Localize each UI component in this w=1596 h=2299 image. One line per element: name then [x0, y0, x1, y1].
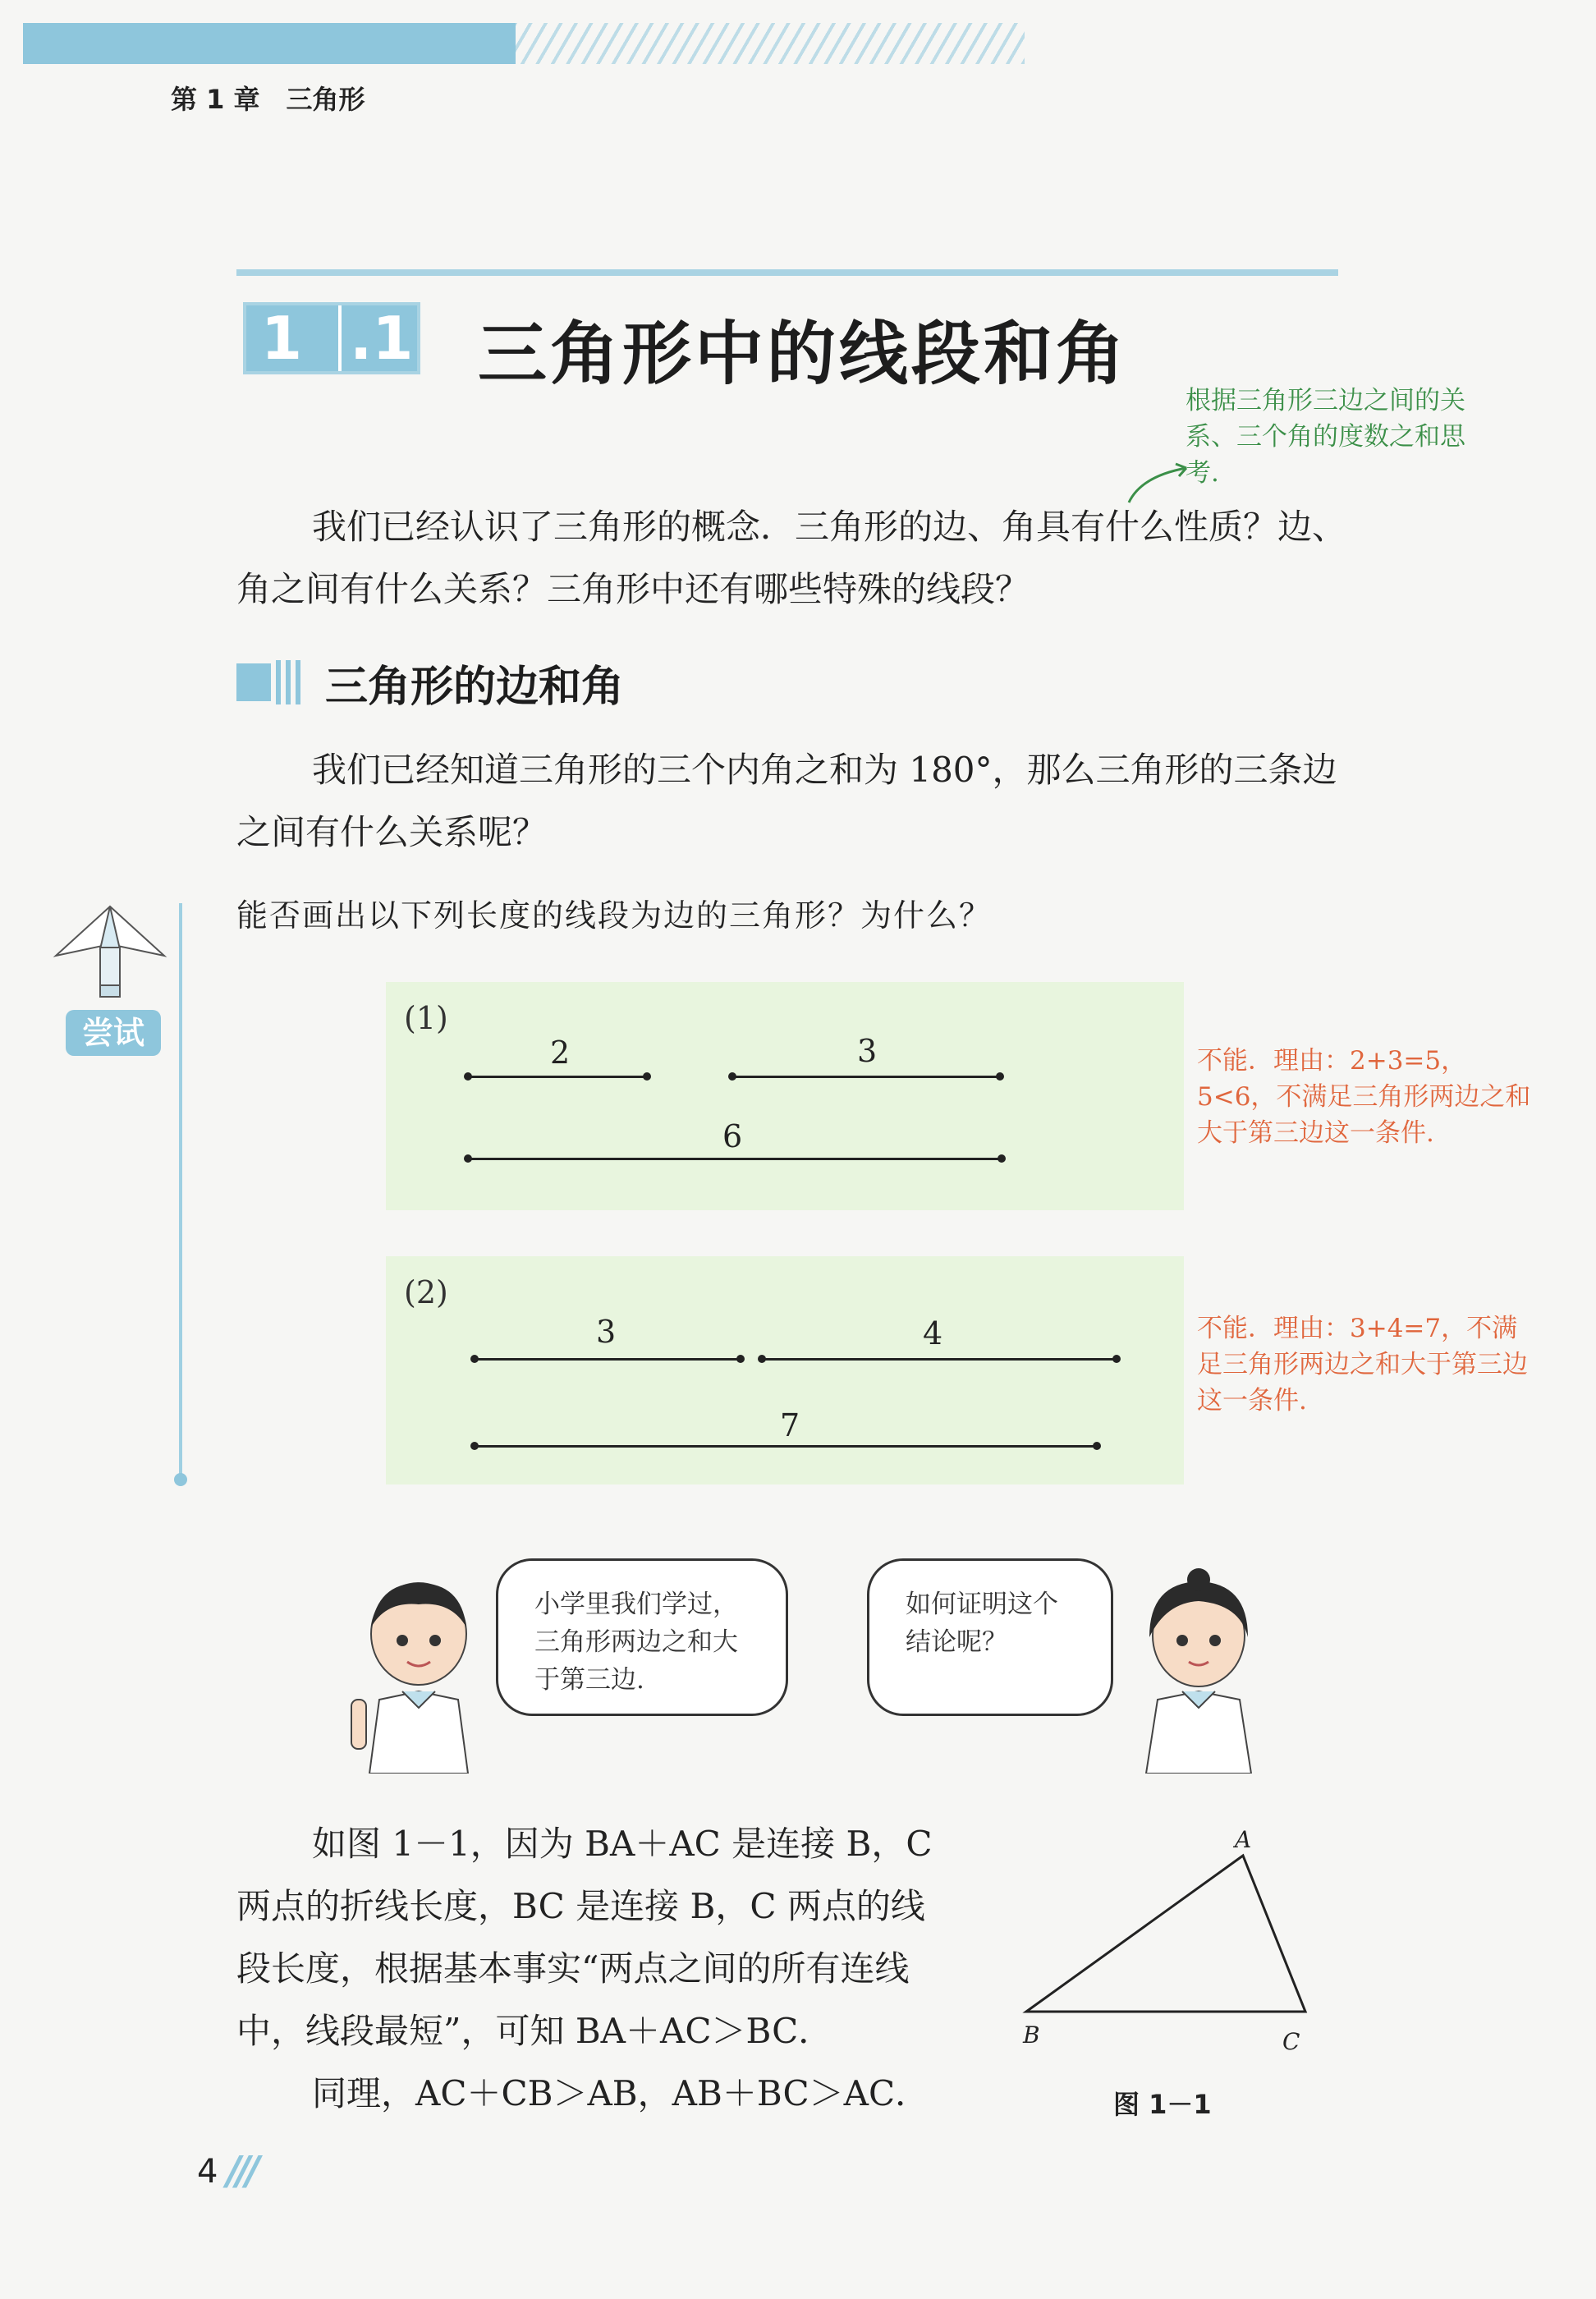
segment-2b-length: 4 [923, 1315, 943, 1351]
boy-avatar [337, 1576, 501, 1774]
exercise-box-1 [386, 982, 1184, 1210]
section-title: 三角形中的线段和角 [478, 314, 1129, 394]
answer-1: 不能．理由：2+3=5，5<6，不满足三角形两边之和大于第三边这一条件. [1197, 1046, 1531, 1148]
segment-2a [475, 1358, 741, 1361]
segment-1a-length: 2 [550, 1035, 571, 1071]
boy-speech-bubble: 小学里我们学过，三角形两边之和大于第三边. [496, 1558, 788, 1716]
try-badge: 尝试 [66, 1010, 161, 1056]
exercise-box-2 [386, 1256, 1184, 1484]
title-rule [236, 269, 1338, 276]
subheading-marker-stripe [286, 660, 291, 704]
header-hatch [433, 23, 1025, 64]
segment-1b-length: 3 [857, 1033, 878, 1069]
segment-1c-length: 6 [722, 1118, 743, 1154]
subheading-marker [236, 663, 271, 701]
vertex-b-label: B [1023, 2021, 1040, 2049]
segment-1b [732, 1076, 1000, 1078]
kite-tools-icon [53, 900, 167, 1007]
figure-caption: 图 1－1 [1113, 2089, 1212, 2120]
subheading-marker-stripe [276, 660, 281, 704]
girl-avatar [1117, 1568, 1281, 1774]
answer-2: 不能．理由：3+4=7，不满足三角形两边之和大于第三边这一条件. [1197, 1314, 1528, 1416]
section-number-divider [338, 305, 342, 371]
proof-line-1: 如图 1－1，因为 BA＋AC 是连接 B，C [312, 1824, 933, 1864]
section-number-major: 1 [261, 304, 303, 373]
segment-2b [762, 1358, 1117, 1361]
try-question: 能否画出以下列长度的线段为边的三角形？为什么？ [236, 897, 993, 934]
proof-line-3: 段长度，根据基本事实“两点之间的所有连线 [236, 1948, 910, 1989]
intro-paragraph: 我们已经认识了三角形的概念．三角形的边、角具有什么性质？边、角之间有什么关系？三角形中还有哪些特殊的线段？ [236, 507, 1347, 609]
chapter-title: 第 1 章 三角形 [171, 84, 365, 115]
vertex-a-label: A [1235, 1828, 1252, 1853]
segment-2c-length: 7 [780, 1407, 800, 1443]
page-number: 4 [197, 2153, 218, 2191]
segment-2c [475, 1445, 1097, 1448]
proof-line-4: 中，线段最短”，可知 BA＋AC＞BC． [236, 2011, 833, 2051]
exercise-label-1: (1) [404, 1000, 448, 1036]
triangle-figure [1015, 1828, 1343, 2058]
subheading: 三角形的边和角 [325, 663, 625, 712]
proof-line-5: 同理，AC＋CB＞AB，AB＋BC＞AC． [312, 2073, 930, 2113]
page-decoration: /// [227, 2148, 255, 2194]
try-margin-line [179, 903, 182, 1478]
proof-line-2: 两点的折线长度，BC 是连接 B，C 两点的线 [236, 1886, 925, 1926]
margin-note: 根据三角形三边之间的关系、三个角的度数之和思考. [1186, 386, 1465, 488]
section-number-minor: .1 [350, 304, 414, 373]
segment-1c [468, 1158, 1002, 1160]
subheading-marker-stripe [296, 660, 300, 704]
segment-1a [468, 1076, 647, 1078]
proof-paragraph [236, 1813, 1005, 2063]
try-margin-dot [174, 1473, 187, 1486]
segment-2a-length: 3 [596, 1314, 617, 1350]
paragraph-angles: 我们已经知道三角形的三个内角之和为 180°，那么三角形的三条边之间有什么关系呢？ [236, 750, 1337, 852]
girl-speech-bubble: 如何证明这个结论呢？ [867, 1558, 1113, 1716]
exercise-label-2: (2) [404, 1274, 448, 1310]
vertex-c-label: C [1282, 2028, 1300, 2055]
